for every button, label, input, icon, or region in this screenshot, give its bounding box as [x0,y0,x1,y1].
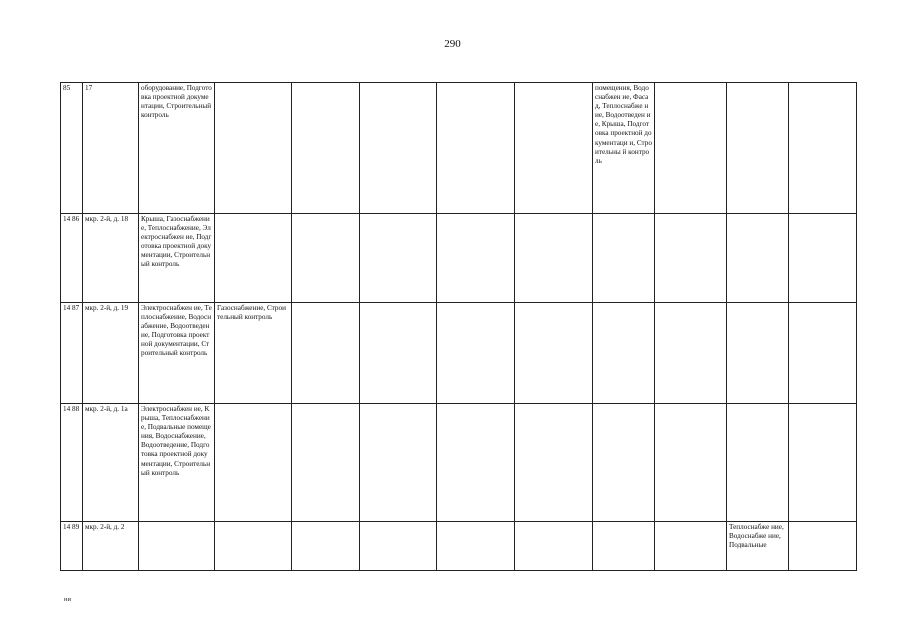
row-cell [515,404,593,522]
row-works-extra: Газоснабжение, Строительный контроль [215,303,292,404]
row-cell [360,83,437,214]
row-works-extra: помещения, Водоснабжен ие, Фасад, Теплоснабже ние, Водоотведен ие, Крыша, Подготовка проектной документаци и, Строительны й контроль [593,83,655,214]
row-cell [215,522,292,571]
row-number: 14 88 [61,404,83,522]
row-address: мкр. 2-й, д. 2 [83,522,139,571]
row-cell [727,214,789,303]
row-cell [139,522,215,571]
table-row [61,404,857,522]
row-cell [515,83,593,214]
row-cell [215,404,292,522]
row-cell [292,83,360,214]
row-number: 14 87 [61,303,83,404]
row-works: Электроснабжен ие, Теплоснабжение, Водоснабжение, Водоотведение, Подготовка проектной документации, Строительный контроль [139,303,215,404]
row-cell [437,522,515,571]
row-cell [655,214,727,303]
table-row [61,83,857,214]
row-works: оборудование, Подготовка проектной документации, Строительный контроль [139,83,215,214]
row-cell [593,404,655,522]
row-cell [727,83,789,214]
row-cell [215,83,292,214]
row-works: Крыша, Газоснабжение, Теплоснабжение, Электроснабжен ие, Подготовка проектной документации, Строительный контроль [139,214,215,303]
row-works: Электроснабжен ие, Крыша, Теплоснабжение, Подвальные помещения, Водоснабжение, Водоотведение, Подготовка проектной документации, Строительный контроль [139,404,215,522]
row-cell [655,404,727,522]
row-cell [437,303,515,404]
row-address: мкр. 2-й, д. 19 [83,303,139,404]
table-row [61,303,857,404]
row-cell [655,303,727,404]
page-number: 290 [444,38,461,50]
table-row [61,522,857,571]
row-cell [437,214,515,303]
row-cell [360,303,437,404]
row-cell [593,303,655,404]
row-cell [789,404,857,522]
row-works-extra: Теплоснабже ние, Водоснабже ние, Подвальные [727,522,789,571]
row-cell [789,214,857,303]
row-cell [292,522,360,571]
row-cell [292,404,360,522]
row-cell [727,303,789,404]
row-cell [360,404,437,522]
row-cell [593,214,655,303]
row-cell [292,303,360,404]
row-address: 17 [83,83,139,214]
row-cell [655,83,727,214]
row-address: мкр. 2-й, д. 1а [83,404,139,522]
row-cell [360,522,437,571]
row-cell [789,83,857,214]
row-cell [215,214,292,303]
row-number: 14 86 [61,214,83,303]
row-cell [727,404,789,522]
row-cell [789,522,857,571]
row-address: мкр. 2-й, д. 18 [83,214,139,303]
footer-text: ни [64,596,71,603]
row-cell [593,522,655,571]
row-number: 14 89 [61,522,83,571]
table-row [61,214,857,303]
row-cell [437,404,515,522]
row-number: 85 [61,83,83,214]
row-cell [360,214,437,303]
row-cell [515,303,593,404]
row-cell [515,522,593,571]
row-cell [437,83,515,214]
row-cell [655,522,727,571]
row-cell [515,214,593,303]
row-cell [292,214,360,303]
row-cell [789,303,857,404]
works-table [60,82,857,571]
